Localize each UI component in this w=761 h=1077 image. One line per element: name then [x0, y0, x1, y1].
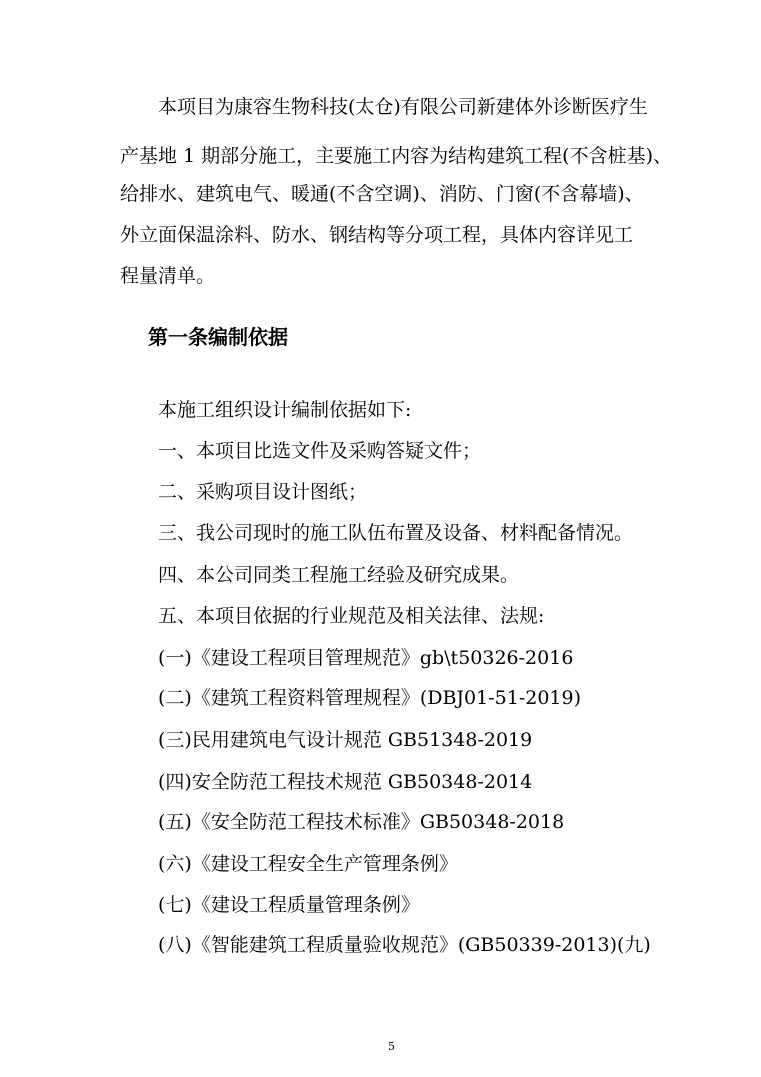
basis-item: 一、本项目比选文件及采购答疑文件；: [158, 440, 482, 462]
page-number: 5: [388, 1040, 395, 1053]
standard-item: (二)《建筑工程资料管理规程》(DBJ01-51-2019): [158, 687, 582, 709]
basis-item: 三、我公司现时的施工队伍布置及设备、材料配备情况。: [158, 522, 634, 544]
standard-item: (五)《安全防范工程技术标准》GB50348-2018: [158, 811, 565, 833]
intro-line: 程量清单。: [120, 265, 216, 287]
basis-item: 四、本公司同类工程施工经验及研究成果。: [158, 564, 520, 586]
standard-item: (一)《建设工程项目管理规范》gb\t50326-2016: [158, 647, 574, 669]
intro-line: 外立面保温涂料、防水、钢结构等分项工程，具体内容详见工: [120, 224, 634, 246]
standard-item: (七)《建设工程质量管理条例》: [158, 894, 420, 916]
standard-item: (六)《建设工程安全生产管理条例》: [158, 853, 458, 875]
intro-line: 给排水、建筑电气、暖通(不含空调)、消防、门窗(不含幕墙)、: [120, 183, 644, 205]
section-heading: 第一条编制依据: [148, 325, 288, 349]
basis-item: 二、采购项目设计图纸；: [158, 481, 368, 503]
standard-item: (四)安全防范工程技术规范 GB50348-2014: [158, 771, 533, 793]
section-lead: 本施工组织设计编制依据如下:: [158, 399, 412, 421]
intro-line: 本项目为康容生物科技(太仓)有限公司新建体外诊断医疗生: [158, 96, 648, 118]
standard-item: (八)《智能建筑工程质量验收规范》(GB50339-2013)(九): [158, 934, 651, 956]
basis-item: 五、本项目依据的行业规范及相关法律、法规:: [158, 605, 545, 627]
standard-item: (三)民用建筑电气设计规范 GB51348-2019: [158, 729, 533, 751]
intro-line: 产基地 1 期部分施工，主要施工内容为结构建筑工程(不含桩基)、: [120, 145, 672, 167]
